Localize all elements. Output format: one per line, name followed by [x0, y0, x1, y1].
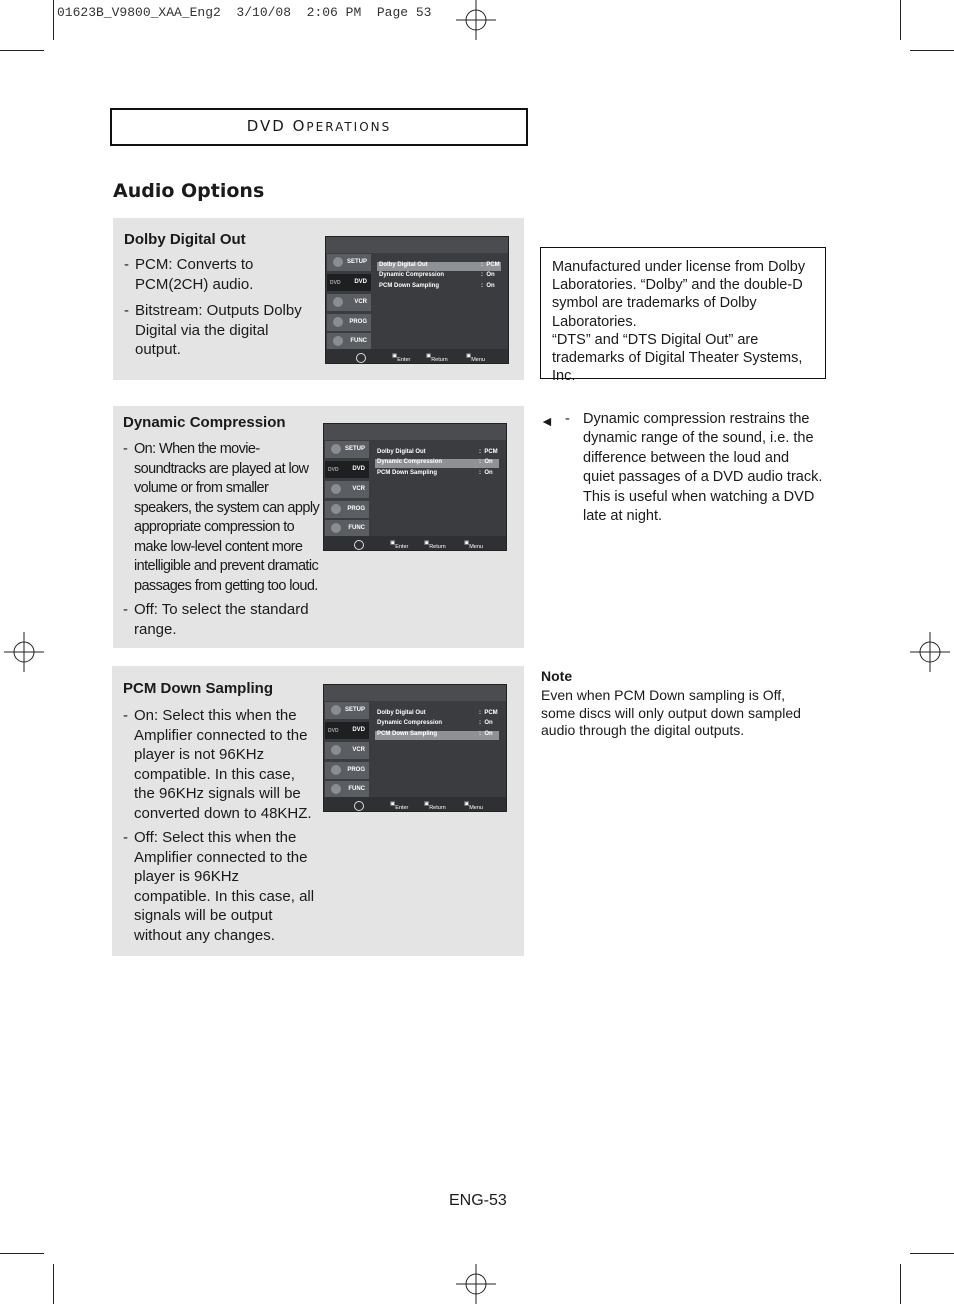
- screen-menu-dvd: DVD DVD: [325, 722, 369, 739]
- pcm-down-sampling-panel: [112, 666, 524, 956]
- screen-menu-func: FUNC: [325, 781, 369, 798]
- menu-icon: [331, 504, 341, 514]
- dolby-digital-out-panel: [113, 218, 524, 380]
- section-title: DVD OPERATIONS: [246, 117, 392, 135]
- panel-title: Dolby Digital Out: [124, 231, 246, 248]
- crop-mark: [900, 0, 901, 40]
- screen-title-bar: [324, 685, 506, 701]
- list-item: - Bitstream: Outputs Dolby Digital via the digital output.: [124, 302, 302, 358]
- screen-menu-func: FUNC: [325, 520, 369, 537]
- screen-menu-prog: PROG: [327, 314, 371, 331]
- menu-icon: ▣ Menu: [464, 540, 483, 550]
- list-item: - On: Select this when the Amplifier connected to the player is not 96KHz compatible. In this case, the 96KHz signals will be converted down to 48KHZ.: [123, 707, 312, 822]
- note-dash: -: [565, 411, 570, 427]
- screen-menu-vcr: VCR: [327, 294, 371, 311]
- menu-icon: [333, 336, 343, 346]
- crop-mark: [53, 0, 54, 40]
- list-item: - On: When the movie-soundtracks are played at low volume or from smaller speakers, the system can apply appropriate compression to make low-level content more intelligible and prevent dramatic passages from getting too loud.: [123, 441, 320, 594]
- menu-icon: [331, 784, 341, 794]
- enter-icon: ▣ Enter: [390, 540, 409, 550]
- registration-mark-icon: [4, 632, 44, 672]
- screen-option-row: Dolby Digital Out : PCM: [377, 262, 501, 271]
- screen-menu-setup: SETUP: [325, 702, 369, 719]
- screen-option-row: Dynamic Compression : On: [379, 272, 495, 278]
- menu-icon: [331, 705, 341, 715]
- screen-footer: [326, 349, 508, 363]
- menu-icon: [331, 523, 341, 533]
- nav-pad-icon: [354, 540, 364, 550]
- registration-mark-icon: [910, 632, 950, 672]
- menu-icon: ▣ Menu: [466, 353, 485, 363]
- registration-mark-icon: [456, 1264, 496, 1304]
- screen-menu-vcr: VCR: [325, 481, 369, 498]
- screen-footer: [324, 536, 506, 550]
- dvd-disc-icon: DVD: [328, 728, 339, 734]
- crop-mark: [910, 50, 954, 51]
- license-notice-box: [540, 247, 826, 385]
- screen-title-bar: [324, 424, 506, 440]
- menu-icon: ▣ Menu: [464, 801, 483, 811]
- menu-icon: [333, 317, 343, 327]
- panel-title: Dynamic Compression: [123, 414, 286, 431]
- menu-icon: [333, 297, 343, 307]
- screen-option-row: PCM Down Sampling : On: [375, 731, 499, 740]
- setup-menu-screenshot: [323, 423, 507, 551]
- setup-menu-screenshot: [323, 684, 507, 812]
- enter-icon: ▣ Enter: [392, 353, 411, 363]
- note-text: Dynamic compression restrains the dynamic range of the sound, i.e. the difference between the loud and quiet passages of a DVD audio track. This is useful when watching a DVD late at night.: [583, 411, 823, 525]
- screen-menu-setup: SETUP: [325, 441, 369, 458]
- menu-icon: [331, 765, 341, 775]
- page-number: ENG-53: [449, 1192, 507, 1209]
- dynamic-compression-panel: [113, 406, 524, 648]
- return-icon: ▣ Return: [424, 540, 446, 550]
- arrow-left-icon: ◄: [540, 413, 554, 429]
- print-header: 01623B_V9800_XAA_Eng2 3/10/08 2:06 PM Page 53: [57, 5, 432, 20]
- screen-option-row: Dolby Digital Out : PCM: [377, 710, 498, 716]
- setup-menu-screenshot: [325, 236, 509, 364]
- nav-pad-icon: [354, 801, 364, 811]
- list-item: - Off: Select this when the Amplifier connected to the player is 96KHz compatible. In this case, all signals will be output without any changes.: [123, 829, 315, 944]
- menu-icon: [331, 484, 341, 494]
- crop-mark: [53, 1264, 54, 1304]
- license-notice-text: Manufactured under license from Dolby Laboratories. “Dolby” and the double-D symbol are trademarks of Dolby Laboratories. “DTS” and “DTS Digital Out” are trademarks of Digital Theater Systems, Inc.: [552, 259, 806, 385]
- page-heading: Audio Options: [113, 180, 265, 202]
- screen-option-row: PCM Down Sampling : On: [377, 470, 493, 476]
- screen-option-row: Dynamic Compression : On: [377, 720, 493, 726]
- return-icon: ▣ Return: [426, 353, 448, 363]
- crop-mark: [0, 50, 44, 51]
- section-title-box: [110, 108, 528, 146]
- panel-title: PCM Down Sampling: [123, 680, 273, 697]
- menu-icon: [333, 257, 343, 267]
- list-item: - PCM: Converts to PCM(2CH) audio.: [124, 256, 254, 293]
- nav-pad-icon: [356, 353, 366, 363]
- screen-menu-vcr: VCR: [325, 742, 369, 759]
- dynamic-compression-note: [540, 410, 830, 530]
- registration-mark-icon: [456, 0, 496, 40]
- screen-menu-setup: SETUP: [327, 254, 371, 271]
- note-title: Note: [541, 668, 573, 684]
- screen-option-row: Dynamic Compression : On: [375, 459, 499, 468]
- list-item: - Off: To select the standard range.: [123, 601, 309, 638]
- screen-menu-func: FUNC: [327, 333, 371, 350]
- note-block: [541, 668, 821, 740]
- screen-option-row: Dolby Digital Out : PCM: [377, 449, 498, 455]
- screen-option-row: PCM Down Sampling : On: [379, 283, 495, 289]
- screen-menu-dvd: DVD DVD: [327, 274, 371, 291]
- return-icon: ▣ Return: [424, 801, 446, 811]
- screen-title-bar: [326, 237, 508, 253]
- dvd-disc-icon: DVD: [330, 280, 341, 286]
- screen-footer: [324, 797, 506, 811]
- screen-menu-dvd: DVD DVD: [325, 461, 369, 478]
- screen-menu-prog: PROG: [325, 762, 369, 779]
- screen-menu-prog: PROG: [325, 501, 369, 518]
- crop-mark: [900, 1264, 901, 1304]
- note-body: Even when PCM Down sampling is Off, some discs will only output down sampled audio through the digital outputs.: [541, 687, 801, 739]
- dvd-disc-icon: DVD: [328, 467, 339, 473]
- crop-mark: [0, 1253, 44, 1254]
- menu-icon: [331, 745, 341, 755]
- crop-mark: [910, 1253, 954, 1254]
- menu-icon: [331, 444, 341, 454]
- enter-icon: ▣ Enter: [390, 801, 409, 811]
